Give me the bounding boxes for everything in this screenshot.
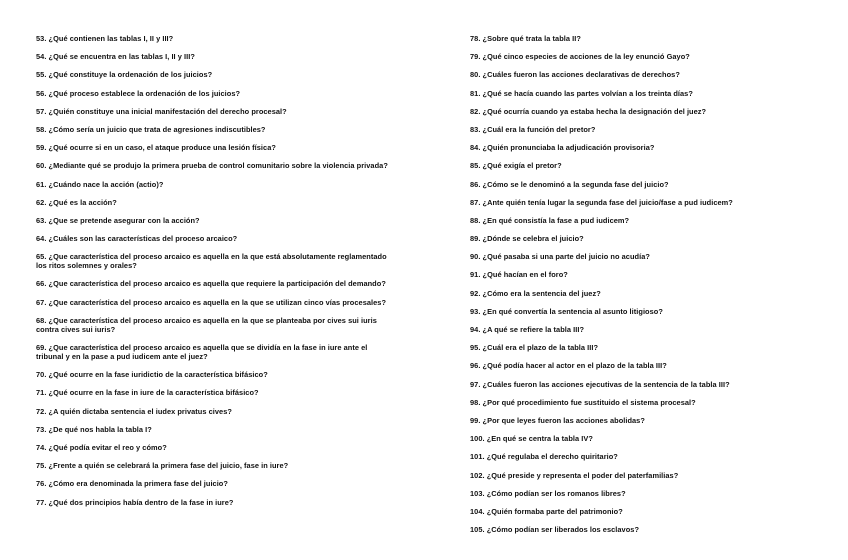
questions-right-column: [470, 34, 830, 543]
question-98: 98. ¿Por qué procedimiento fue sustituido el sistema procesal?: [470, 397, 696, 407]
question-82: 82. ¿Qué ocurría cuando ya estaba hecha la designación del juez?: [470, 106, 707, 116]
question-60: 60. ¿Mediante qué se produjo la primera prueba de control comunitario sobre la violencia privada?: [36, 161, 388, 171]
question-99: 99. ¿Por que leyes fueron las acciones abolidas?: [470, 415, 645, 425]
question-70: 70. ¿Qué ocurre en la fase iuridictio de la característica bifásico?: [36, 370, 268, 380]
question-101: 101. ¿Qué regulaba el derecho quiritario?: [470, 452, 618, 462]
question-69: 69. ¿Que característica del proceso arcaico es aquella que se dividía en la fase in iure ante el tribunal y en la pase a pud iudicem ante el juez?: [36, 343, 368, 361]
question-80: 80. ¿Cuáles fueron las acciones declarativas de derechos?: [470, 70, 680, 80]
question-67: 67. ¿Que característica del proceso arcaico es aquella en la que se utilizan cinco vías procesales?: [36, 297, 387, 307]
question-97: 97. ¿Cuáles fueron las acciones ejecutivas de la sentencia de la tabla III?: [470, 379, 730, 389]
question-56: 56. ¿Qué proceso establece la ordenación de los juicios?: [36, 88, 241, 98]
question-102: 102. ¿Qué preside y representa el poder del paterfamilias?: [470, 470, 679, 480]
question-83: 83. ¿Cuál era la función del pretor?: [470, 124, 596, 134]
question-87: 87. ¿Ante quién tenía lugar la segunda fase del juicio/fase a pud iudicem?: [470, 197, 733, 207]
question-91: 91. ¿Qué hacían en el foro?: [470, 270, 568, 280]
question-57: 57. ¿Quién constituye una inicial manifestación del derecho procesal?: [36, 106, 287, 116]
question-68: 68. ¿Que característica del proceso arcaico es aquella en la que se planteaba por cives sui iuris contra cives sui iuris?: [36, 315, 377, 334]
question-88: 88. ¿En qué consistía la fase a pud iudicem?: [470, 215, 630, 225]
question-73: 73. ¿De qué nos habla la tabla I?: [36, 424, 152, 434]
question-54: 54. ¿Qué se encuentra en las tablas I, II y III?: [36, 52, 195, 62]
question-84: 84. ¿Quién pronunciaba la adjudicación provisoria?: [470, 143, 655, 153]
question-61: 61. ¿Cuándo nace la acción (actio)?: [36, 179, 164, 189]
question-95: 95. ¿Cuál era el plazo de la tabla III?: [470, 343, 599, 353]
question-92: 92. ¿Cómo era la sentencia del juez?: [470, 288, 601, 298]
question-62: 62. ¿Qué es la acción?: [36, 197, 117, 207]
question-96: 96. ¿Qué podía hacer al actor en el plazo de la tabla III?: [470, 361, 667, 371]
question-85: 85. ¿Qué exigía el pretor?: [470, 161, 562, 171]
question-93: 93. ¿En qué convertía la sentencia al asunto litigioso?: [470, 306, 663, 316]
question-64: 64. ¿Cuáles son las características del proceso arcaico?: [36, 234, 238, 244]
question-66: 66. ¿Que característica del proceso arcaico es aquella que requiere la participación del demando?: [36, 279, 386, 289]
question-58: 58. ¿Cómo sería un juicio que trata de agresiones indiscutibles?: [36, 124, 266, 134]
question-75: 75. ¿Frente a quién se celebrará la primera fase del juicio, fase in iure?: [36, 461, 289, 471]
question-103: 103. ¿Cómo podían ser los romanos libres?: [470, 488, 626, 498]
question-79: 79. ¿Qué cinco especies de acciones de la ley enunció Gayo?: [470, 52, 690, 62]
question-72: 72. ¿A quién dictaba sentencia el iudex privatus cives?: [36, 406, 232, 416]
question-74: 74. ¿Qué podía evitar el reo y cómo?: [36, 442, 167, 452]
questions-left-column: [36, 34, 396, 516]
question-104: 104. ¿Quién formaba parte del patrimonio?: [470, 506, 623, 516]
question-94: 94. ¿A qué se refiere la tabla III?: [470, 325, 585, 334]
question-71: 71. ¿Qué ocurre en la fase in iure de la característica bifásico?: [36, 388, 259, 398]
question-76: 76. ¿Cómo era denominada la primera fase del juicio?: [36, 479, 228, 489]
question-77: 77. ¿Qué dos principios había dentro de la fase in iure?: [36, 497, 234, 507]
question-105: 105. ¿Cómo podían ser liberados los esclavos?: [470, 525, 640, 535]
question-81: 81. ¿Qué se hacía cuando las partes volvían a los treinta días?: [470, 88, 693, 98]
question-100: 100. ¿En qué se centra la tabla IV?: [470, 434, 593, 444]
question-63: 63. ¿Que se pretende asegurar con la acción?: [36, 215, 200, 225]
question-65: 65. ¿Que característica del proceso arcaico es aquella en la que está absolutamente reglamentado los ritos solemnes y orales?: [36, 252, 387, 271]
question-53: 53. ¿Qué contienen las tablas I, II y III?: [36, 34, 174, 43]
question-78: 78. ¿Sobre qué trata la tabla II?: [470, 34, 581, 43]
question-89: 89. ¿Dónde se celebra el juicio?: [470, 234, 584, 244]
question-86: 86. ¿Cómo se le denominó a la segunda fase del juicio?: [470, 179, 669, 189]
question-90: 90. ¿Qué pasaba si una parte del juicio no acudía?: [470, 252, 650, 262]
question-59: 59. ¿Qué ocurre si en un caso, el ataque produce una lesión física?: [36, 143, 276, 153]
question-55: 55. ¿Qué constituye la ordenación de los juicios?: [36, 70, 213, 80]
